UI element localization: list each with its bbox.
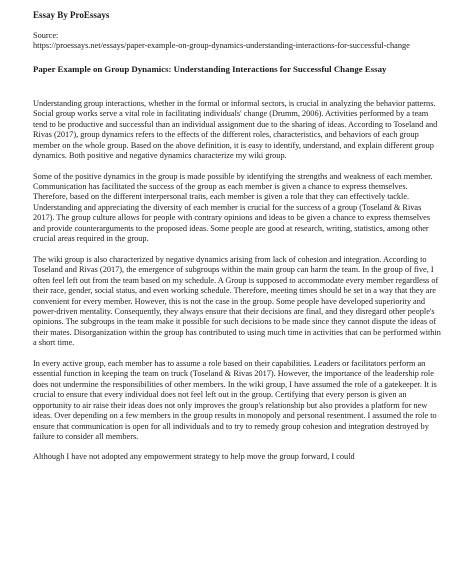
body-paragraph: Although I have not adopted any empowerment strategy to help move the group forward, I could [33, 452, 355, 462]
body-paragraph: Some of the positive dynamics in the group is made possible by identifying the strengths and weakness of each member. Communication has facilitated the success of the group as each member is given a chance to express themselves. Therefore, based on the different interpersonal traits, each member is given a role that they can effectively tackle. Understanding and appreciating the diversity of each member is crucial for the success of a group (Toseland & Rivas 2017). The group culture allows for people with contrary opinions and ideas to be given a chance to express themselves and provide counterarguments to the proposed ideas. Some people are good at research, writing, statistics, among other crucial areas required in the group. [33, 171, 433, 244]
source-label: Source: [33, 31, 59, 40]
document-page [33, 10, 443, 473]
body-paragraph: Understanding group interactions, whether in the formal or informal sectors, is crucial in analyzing the behavior patterns. Social group works serve a vital role in facilitating individuals' change (Drumm, 2006). Activities performed by a team tend to be productive and successful than an individual assignment due to the sharing of ideas. According to Toseland and Rivas (2017), group dynamics refers to the effects of the different roles, characteristics, and behaviors of each group member on the whole group. Based on the above definition, it is easy to identify, understand, and explain different group dynamics. Both positive and negative dynamics characterize my wiki group. [33, 98, 438, 161]
body-paragraph: In every active group, each member has to assume a role based on their capabilities. Leaders or facilitators perform an essential function in keeping the team on truck (Toseland & Rivas 2017). However, the importance of the leadership role does not undermine the responsibilities of other members. In the wiki group, I have assumed the role of a gatekeeper. It is crucial to ensure that every individual does not feel left out in the group. Certifying that every person is given an opportunity to air raise their ideas does not only improves the group's relationship but also provides a platform for new ideas. Over depending on a few members in the group results in monopoly and personal resentment. I assumed the role to ensure that communication is open for all individuals and to try to remedy group cohesion and integration destroyed by failure to consider all members. [33, 358, 437, 441]
essay-title: Paper Example on Group Dynamics: Understanding Interactions for Successful Change Essay [33, 63, 387, 74]
brand-heading: Essay By ProEssays [33, 10, 110, 20]
source-url[interactable]: https://proessays.net/essays/paper-example-on-group-dynamics-understanding-interactions-for-successful-change [33, 41, 410, 51]
body-paragraph: The wiki group is also characterized by negative dynamics arising from lack of cohesion and integration. According to Toseland and Rivas (2017), the emergence of subgroups within the main group can harm the team. In the group of five, I often feel left out from the team based on my schedule. A Group is supposed to accommodate every member regardless of their race, gender, social status, and even working schedule. Therefore, meeting times should be set in a way that they are convenient for every member. However, this is not the case in the group. Some people have developed superiority and power-driven mentality. Consequently, they always ensure that their decisions are final, and they disregard other people's opinions. The subgroups in the team make it possible for such decisions to be made since they cannot dispute the ideas of their mates. Disorganization within the group has contributed to using much time in activities that can be performed within a short time. [33, 254, 441, 348]
